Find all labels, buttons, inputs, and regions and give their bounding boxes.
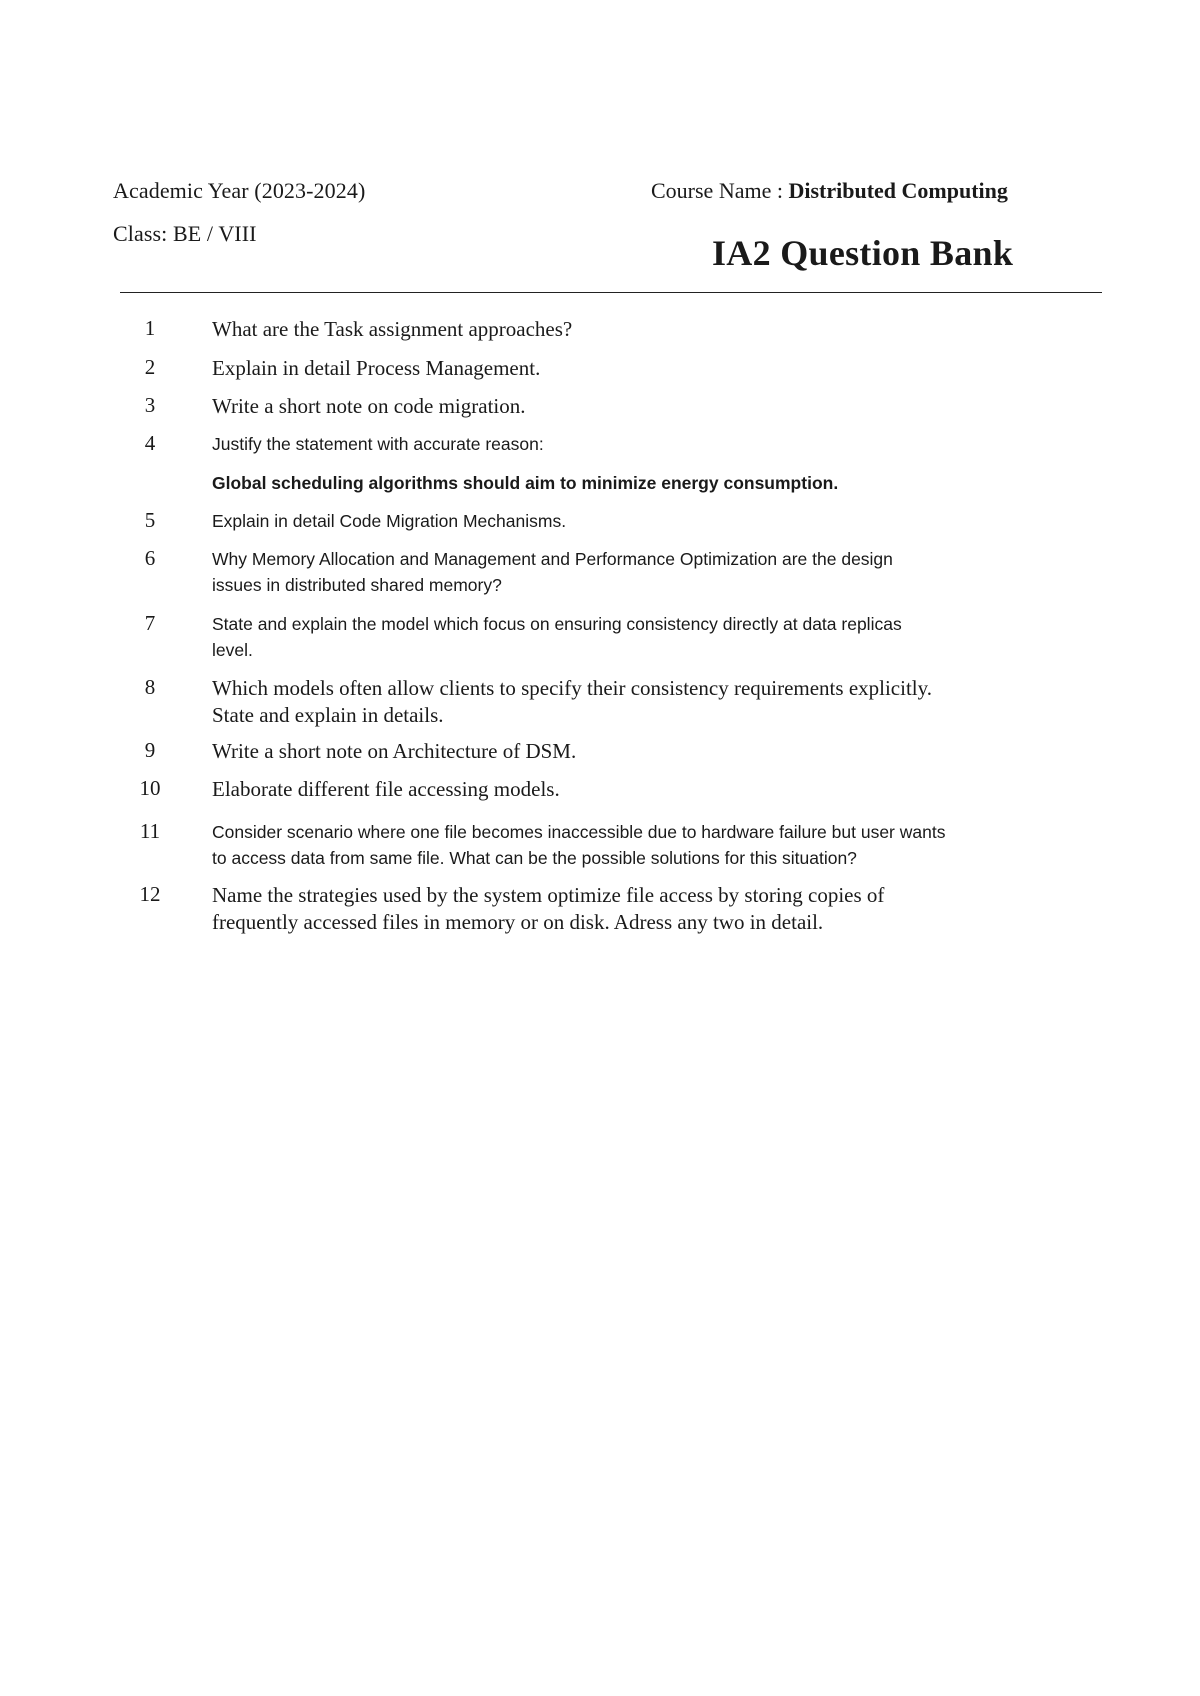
question-line: Explain in detail Code Migration Mechanisms. bbox=[212, 511, 567, 531]
question-text bbox=[212, 316, 1072, 343]
course-name: Distributed Computing bbox=[788, 178, 1008, 203]
question-line: to access data from same file. What can be the possible solutions for this situation? bbox=[212, 848, 857, 868]
question-line: Elaborate different file accessing models. bbox=[212, 777, 560, 801]
question-emphasis bbox=[212, 470, 1072, 496]
question-number: 10 bbox=[139, 776, 161, 800]
question-line: issues in distributed shared memory? bbox=[212, 575, 502, 595]
question-text bbox=[212, 611, 1072, 663]
question-number: 1 bbox=[144, 316, 156, 340]
course-name-line bbox=[651, 178, 1008, 204]
question-line: Consider scenario where one file becomes inaccessible due to hardware failure but user wants bbox=[212, 822, 946, 842]
question-line: level. bbox=[212, 640, 253, 660]
question-number: 5 bbox=[144, 508, 156, 532]
question-line: Write a short note on Architecture of DSM. bbox=[212, 739, 577, 763]
question-line: What are the Task assignment approaches? bbox=[212, 317, 573, 341]
class-label: Class: BE / VIII bbox=[113, 221, 257, 246]
question-text bbox=[212, 393, 1072, 420]
question-text bbox=[212, 508, 1072, 534]
question-line: Name the strategies used by the system optimize file access by storing copies of bbox=[212, 883, 885, 907]
question-number: 3 bbox=[144, 393, 156, 417]
question-text bbox=[212, 819, 1072, 871]
header-divider bbox=[120, 292, 1102, 293]
academic-year: Academic Year (2023-2024) bbox=[113, 178, 366, 203]
question-line: Why Memory Allocation and Management and Performance Optimization are the design bbox=[212, 549, 893, 569]
course-name-prefix: Course Name : bbox=[651, 178, 789, 203]
question-line: State and explain in details. bbox=[212, 703, 444, 727]
question-number: 2 bbox=[144, 355, 156, 379]
question-emphasis-line: Global scheduling algorithms should aim to minimize energy consumption. bbox=[212, 473, 839, 493]
question-line: Explain in detail Process Management. bbox=[212, 356, 541, 380]
question-text bbox=[212, 738, 1072, 765]
question-text bbox=[212, 882, 1072, 936]
question-text bbox=[212, 355, 1072, 382]
question-text bbox=[212, 776, 1072, 803]
question-number: 6 bbox=[144, 546, 156, 570]
question-line: Justify the statement with accurate reason: bbox=[212, 434, 544, 454]
question-text bbox=[212, 546, 1072, 598]
question-number: 12 bbox=[139, 882, 161, 906]
question-text bbox=[212, 431, 1072, 457]
question-line: frequently accessed files in memory or on disk. Adress any two in detail. bbox=[212, 910, 824, 934]
question-line: Write a short note on code migration. bbox=[212, 394, 526, 418]
question-line: State and explain the model which focus on ensuring consistency directly at data replicas bbox=[212, 614, 902, 634]
question-line: Which models often allow clients to specify their consistency requirements explicitly. bbox=[212, 676, 933, 700]
question-text bbox=[212, 675, 1072, 729]
question-number: 11 bbox=[139, 819, 161, 843]
question-number: 8 bbox=[144, 675, 156, 699]
question-number: 9 bbox=[144, 738, 156, 762]
question-number: 4 bbox=[144, 431, 156, 455]
question-number: 7 bbox=[144, 611, 156, 635]
page-title: IA2 Question Bank bbox=[712, 233, 1014, 273]
